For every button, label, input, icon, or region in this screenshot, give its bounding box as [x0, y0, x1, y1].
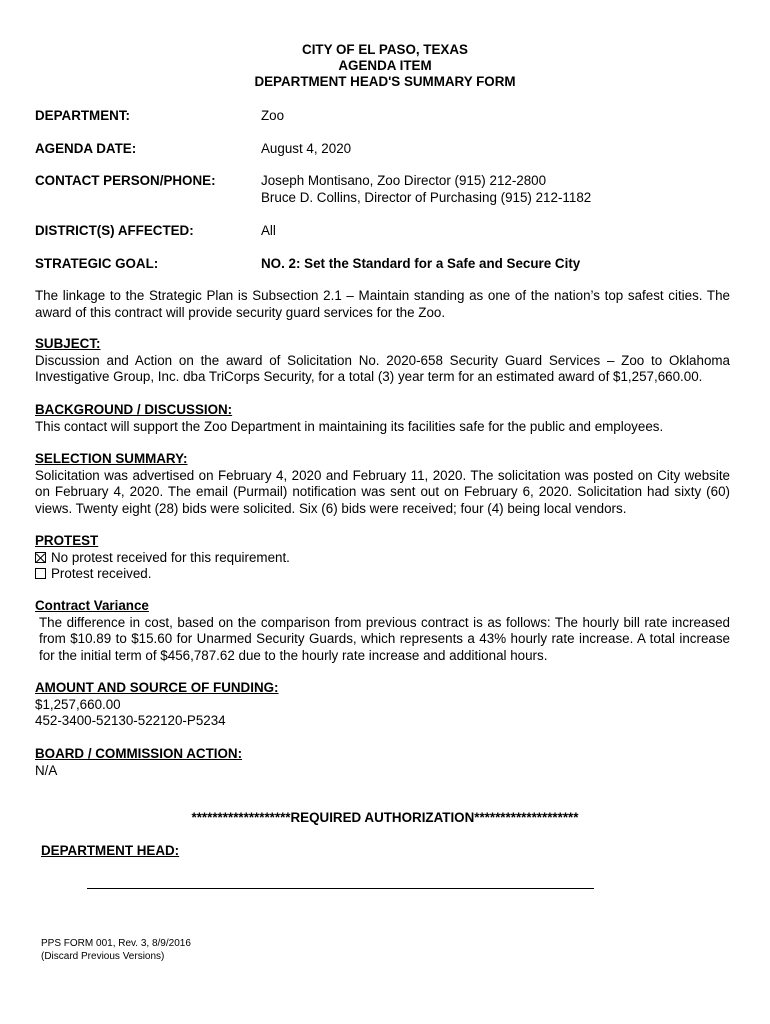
- funding-section: [35, 680, 730, 730]
- subject-heading: SUBJECT:: [35, 336, 101, 351]
- variance-text: The difference in cost, based on the comparison from previous contract is as follows: The hourly bill rate increased from $10.89 to $15.60 for Unarmed Security Guards, which represents a 43% hourly rate increase. A total increase for the initial term of $456,787.62 due to the hourly rate increase and additional hours.: [39, 614, 730, 663]
- selection-heading: SELECTION SUMMARY:: [35, 451, 188, 466]
- district-value: All: [261, 223, 276, 238]
- unchecked-box-icon[interactable]: [35, 568, 46, 579]
- funding-amount: $1,257,660.00: [35, 696, 121, 712]
- department-value: Zoo: [261, 108, 285, 123]
- district-label: DISTRICT(S) AFFECTED:: [35, 223, 194, 238]
- protest-section: [35, 533, 730, 583]
- variance-heading: Contract Variance: [35, 598, 149, 613]
- selection-section: [35, 451, 730, 517]
- contact-line-2: Bruce D. Collins, Director of Purchasing (915) 212-1182: [261, 190, 592, 205]
- required-authorization: *******************REQUIRED AUTHORIZATION********************: [191, 810, 579, 825]
- protest-heading: PROTEST: [35, 533, 99, 548]
- document-header: [0, 42, 770, 90]
- protest-option-none: [35, 550, 730, 567]
- department-head-label: DEPARTMENT HEAD:: [41, 843, 180, 858]
- strategic-goal-value: NO. 2: Set the Standard for a Safe and Secure City: [261, 256, 581, 271]
- background-heading: BACKGROUND / DISCUSSION:: [35, 402, 233, 417]
- background-section: [35, 402, 730, 435]
- strategic-goal-label: STRATEGIC GOAL:: [35, 256, 159, 271]
- background-text: This contact will support the Zoo Department in maintaining its facilities safe for the public and employees.: [35, 418, 664, 434]
- protest-option-received: [35, 566, 730, 583]
- selection-text: Solicitation was advertised on February 4, 2020 and February 11, 2020. The solicitation was posted on City website on February 4, 2020. The email (Purmail) notification was sent out on February 6, 2020. Solicitation had sixty (60) views. Twenty eight (28) bids were solicited. Six (6) bids were received; four (4) being local vendors.: [35, 467, 730, 516]
- linkage-paragraph: The linkage to the Strategic Plan is Subsection 2.1 – Maintain standing as one of the nation’s top safest cities. The award of this contract will provide security guard services for the Zoo.: [35, 288, 730, 320]
- board-section: [35, 746, 730, 779]
- checked-box-icon[interactable]: [35, 552, 46, 563]
- agenda-date-label: AGENDA DATE:: [35, 141, 137, 156]
- contact-value: [261, 172, 591, 206]
- form-footer: [41, 937, 191, 963]
- contact-label: CONTACT PERSON/PHONE:: [35, 173, 216, 188]
- signature-line[interactable]: [87, 888, 594, 889]
- header-city: CITY OF EL PASO, TEXAS: [302, 42, 468, 57]
- board-text: N/A: [35, 762, 58, 778]
- footer-form-id: PPS FORM 001, Rev. 3, 8/9/2016: [41, 938, 191, 949]
- board-heading: BOARD / COMMISSION ACTION:: [35, 746, 243, 761]
- protest-option-received-label: Protest received.: [51, 566, 152, 581]
- department-label: DEPARTMENT:: [35, 108, 130, 123]
- header-form-title: DEPARTMENT HEAD'S SUMMARY FORM: [254, 74, 516, 89]
- contact-line-1: Joseph Montisano, Zoo Director (915) 212-2800: [261, 173, 547, 188]
- header-agenda-item: AGENDA ITEM: [338, 58, 432, 73]
- agenda-date-value: August 4, 2020: [261, 141, 352, 156]
- protest-option-none-label: No protest received for this requirement.: [51, 549, 290, 565]
- subject-text: Discussion and Action on the award of Solicitation No. 2020-658 Security Guard Services – Zoo to Oklahoma Investigative Group, Inc. dba TriCorps Security, for a total (3) year term for an estimated award of $1,257,660.00.: [35, 352, 730, 384]
- funding-account: 452-3400-52130-522120-P5234: [35, 713, 226, 728]
- footer-note: (Discard Previous Versions): [41, 951, 165, 962]
- subject-section: [35, 336, 730, 386]
- funding-heading: AMOUNT AND SOURCE OF FUNDING:: [35, 680, 279, 695]
- variance-section: [35, 598, 730, 664]
